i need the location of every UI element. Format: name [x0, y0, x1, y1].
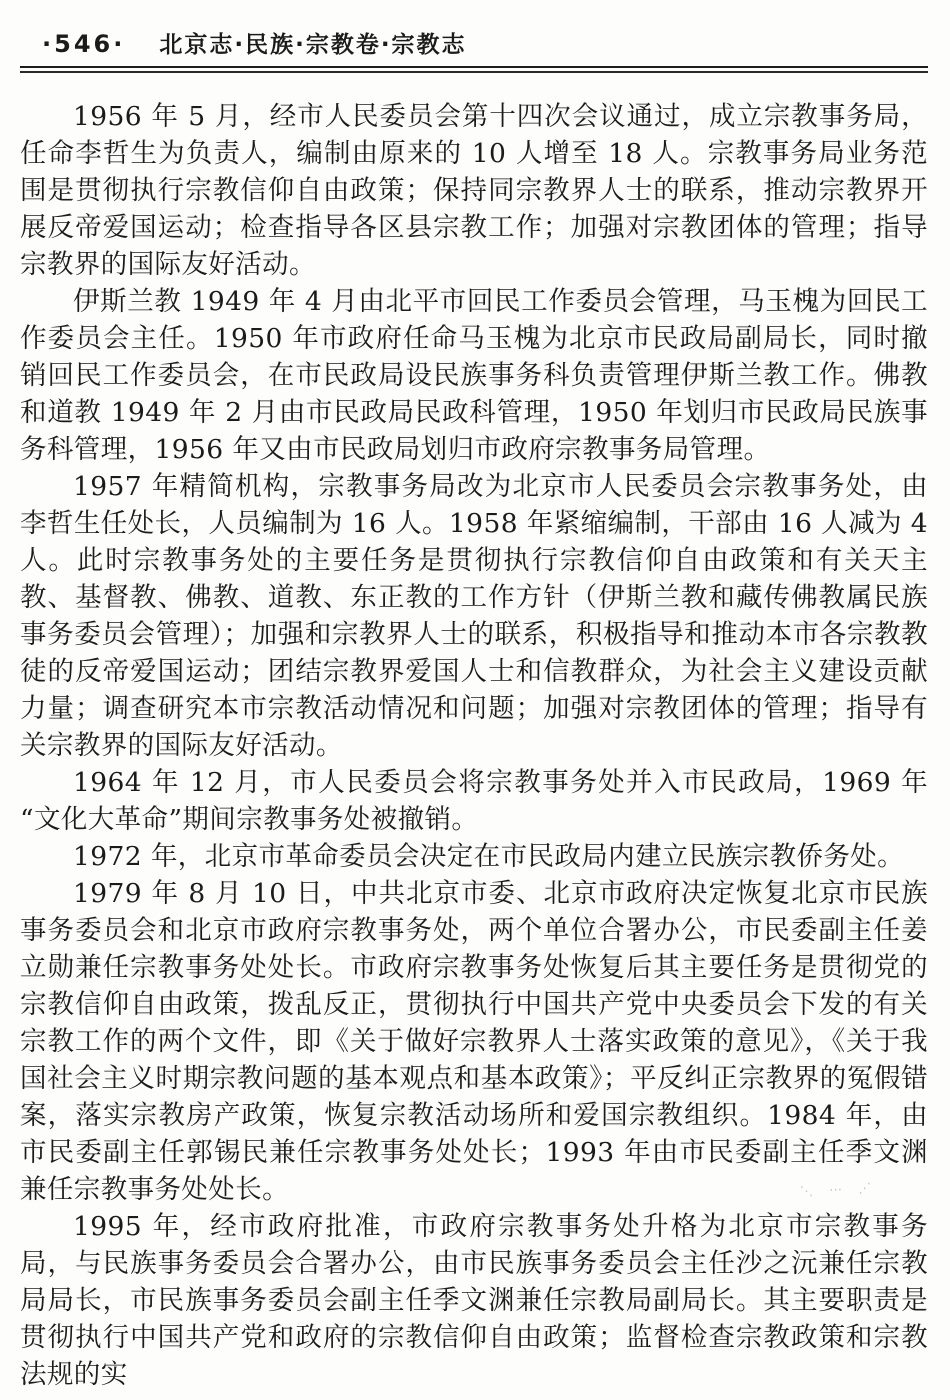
paragraph-1979-restoration: 1979 年 8 月 10 日，中共北京市委、北京市政府决定恢复北京市民族事务委员会和北京市政府宗教事务处，两个单位合署办公，市民委副主任姜立勋兼任宗教事务处处长。市政府宗教事务处恢复后其主要任务是贯彻党的宗教信仰自由政策，拨乱反正，贯彻执行中国共产党中央委员会下发的有关宗教工作的两个文件，即《关于做好宗教界人士落实政策的意见》，《关于我国社会主义时期宗教问题的基本观点和基本政策》；平反纠正宗教界的冤假错案，落实宗教房产政策，恢复宗教活动场所和爱国宗教组织。1984 年，由市民委副主任郭锡民兼任宗教事务处处长；1993 年由市民委副主任季文渊兼任宗教事务处处长。: [20, 878, 928, 1205]
paragraph-1964-merger: 1964 年 12 月，市人民委员会将宗教事务处并入市民政局，1969 年“文化大革命”期间宗教事务处被撤销。: [20, 767, 928, 835]
paragraph-1995-upgrade: 1995 年，经市政府批准，市政府宗教事务处升格为北京市宗教事务局，与民族事务委员会合署办公，由市民族事务委员会主任沙之沅兼任宗教局局长，市民族事务委员会副主任季文渊兼任宗教局副局长。其主要职责是贯彻执行中国共产党和政府的宗教信仰自由政策；监督检查宗教政策和宗教法规的实: [20, 1211, 928, 1390]
header-rule: [20, 66, 928, 73]
paragraph-1972-office: 1972 年，北京市革命委员会决定在市民政局内建立民族宗教侨务处。: [73, 841, 905, 872]
running-header: [20, 26, 928, 59]
body-text: [20, 98, 928, 1393]
paragraph-1957-restructuring: 1957 年精简机构，宗教事务局改为北京市人民委员会宗教事务处，由李哲生任处长，人员编制为 16 人。1958 年紧缩编制，干部由 16 人减为 4 人。此时宗教事务处的主要任务是贯彻执行宗教信仰自由政策和有关天主教、基督教、佛教、道教、东正教的工作方针（伊斯兰教和藏传佛教属民族事务委员会管理）；加强和宗教界人士的联系，积极指导和推动本市各宗教教徒的反帝爱国运动；团结宗教界爱国人士和信教群众，为社会主义建设贡献力量；调查研究本市宗教活动情况和问题；加强对宗教团体的管理；指导有关宗教界的国际友好活动。: [20, 471, 928, 761]
paragraph-islam-buddhism-taoism-admin: 伊斯兰教 1949 年 4 月由北平市回民工作委员会管理，马玉槐为回民工作委员会主任。1950 年市政府任命马玉槐为北京市民政局副局长，同时撤销回民工作委员会，在市民政局设民族事务科负责管理伊斯兰教工作。佛教和道教 1949 年 2 月由市民政局民政科管理，1950 年划归市民政局民族事务科管理，1956 年又由市民政局划归市政府宗教事务局管理。: [20, 286, 928, 465]
paragraph-1956-bureau-founding: 1956 年 5 月，经市人民委员会第十四次会议通过，成立宗教事务局，任命李哲生为负责人，编制由原来的 10 人增至 18 人。宗教事务局业务范围是贯彻执行宗教信仰自由政策；保持同宗教界人士的联系，推动宗教界开展反帝爱国运动；检查指导各区县宗教工作；加强对宗教团体的管理；指导宗教界的国际友好活动。: [20, 101, 928, 280]
running-title: 北京志·民族·宗教卷·宗教志: [159, 32, 467, 58]
scan-smudge-artifact: ⋱ ⋯ ⋰: [799, 1180, 878, 1200]
page-number: ·546·: [42, 30, 126, 58]
